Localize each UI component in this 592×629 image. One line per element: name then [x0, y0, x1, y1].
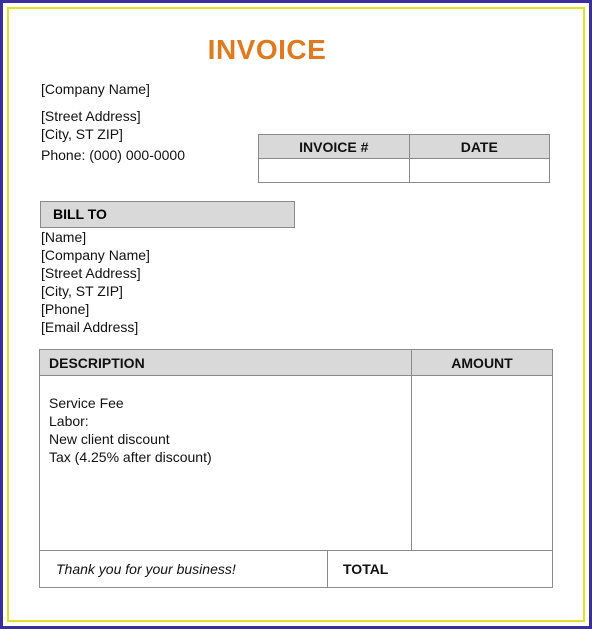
invoice-number-header: INVOICE #	[259, 135, 410, 159]
date-header: DATE	[409, 135, 549, 159]
amount-body[interactable]	[412, 376, 552, 551]
invoice-meta-table	[258, 134, 550, 183]
bill-to-street-address: [Street Address]	[41, 265, 141, 281]
bill-to-company-name: [Company Name]	[41, 247, 150, 263]
item-labor: Labor:	[49, 413, 89, 429]
sender-phone: Phone: (000) 000-0000	[41, 147, 185, 163]
item-service-fee: Service Fee	[49, 395, 124, 411]
bill-to-header: BILL TO	[40, 201, 295, 228]
invoice-title: INVOICE	[207, 34, 327, 65]
bill-to-phone: [Phone]	[41, 301, 90, 317]
date-value[interactable]	[409, 159, 549, 183]
sender-company-name: [Company Name]	[41, 81, 150, 97]
item-new-client-discount: New client discount	[49, 431, 170, 447]
total-label: TOTAL	[343, 561, 389, 577]
invoice-number-value[interactable]	[259, 159, 410, 183]
amount-header: AMOUNT	[412, 350, 552, 376]
bill-to-email: [Email Address]	[41, 319, 139, 335]
description-header: DESCRIPTION	[40, 350, 412, 376]
bill-to-city-state-zip: [City, ST ZIP]	[41, 283, 123, 299]
item-tax: Tax (4.25% after discount)	[49, 449, 212, 465]
sender-street-address: [Street Address]	[41, 108, 141, 124]
description-body[interactable]	[40, 376, 412, 551]
thank-you-message: Thank you for your business!	[40, 551, 328, 587]
bill-to-name: [Name]	[41, 229, 87, 245]
sender-city-state-zip: [City, ST ZIP]	[41, 126, 123, 142]
items-table	[39, 349, 553, 588]
